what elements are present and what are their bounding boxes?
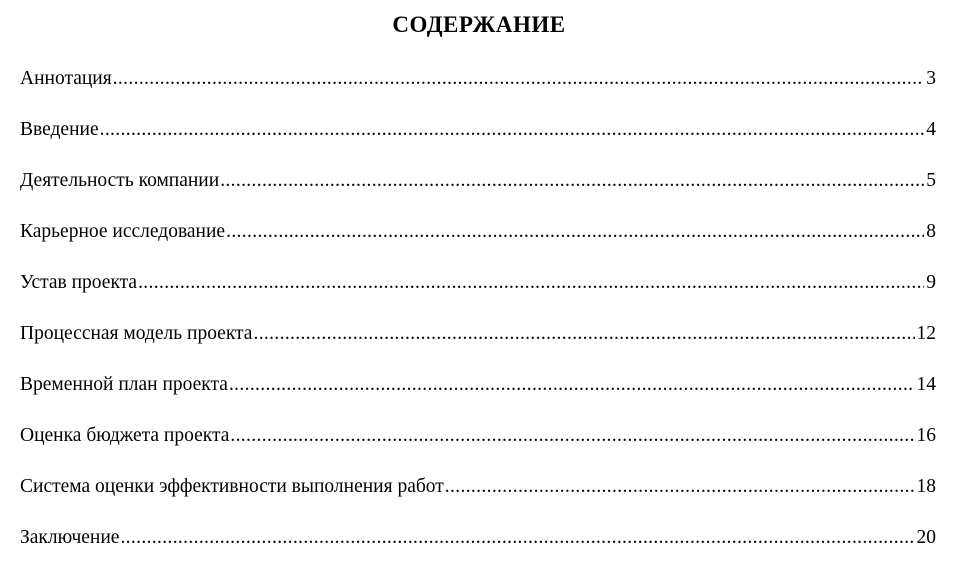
toc-entry-page: 8 [926, 220, 936, 242]
toc-entry [20, 308, 936, 359]
toc-entry-label: Карьерное исследование [20, 220, 226, 242]
toc-dot-leader [226, 218, 924, 246]
toc-dot-leader [230, 422, 914, 450]
toc-entry [20, 410, 936, 461]
toc-dot-leader [253, 320, 914, 348]
toc-entry-label: Устав проекта [20, 271, 138, 293]
toc-dot-leader [113, 65, 925, 93]
toc-entry [20, 53, 936, 104]
toc-entry-label: Временной план проекта [20, 373, 228, 395]
toc-entry-page: 4 [926, 118, 936, 140]
toc-entry-label: Система оценки эффективности выполнения работ [20, 475, 444, 497]
toc-title: СОДЕРЖАНИЕ [392, 12, 566, 37]
toc-dot-leader [120, 524, 914, 552]
toc-entry-label: Аннотация [20, 67, 112, 89]
toc-entry-page: 18 [916, 475, 936, 497]
toc-dot-leader [138, 269, 924, 297]
toc-entry-page: 12 [916, 322, 936, 344]
toc-entry [20, 359, 936, 410]
toc-entry [20, 461, 936, 512]
toc-entry-page: 20 [916, 526, 936, 548]
toc-entry-label: Оценка бюджета проекта [20, 424, 230, 446]
toc-entry-label: Заключение [20, 526, 120, 548]
toc-entry [20, 512, 936, 563]
toc-entry [20, 155, 936, 206]
toc-entry-label: Деятельность компании [20, 169, 220, 191]
toc-entry-label: Введение [20, 118, 99, 140]
toc-dot-leader [100, 116, 925, 144]
toc-entry-page: 5 [926, 169, 936, 191]
toc-entry [20, 206, 936, 257]
toc-dot-leader [229, 371, 915, 399]
toc-dot-leader [220, 167, 924, 195]
toc-entry-page: 3 [926, 67, 936, 89]
toc-entry [20, 104, 936, 155]
toc-entry-page: 9 [926, 271, 936, 293]
toc-entry-page: 14 [916, 373, 936, 395]
toc-dot-leader [445, 473, 915, 501]
toc-entry-page: 16 [916, 424, 936, 446]
toc-entry-label: Процессная модель проекта [20, 322, 253, 344]
toc-entry [20, 257, 936, 308]
table-of-contents [20, 53, 936, 563]
